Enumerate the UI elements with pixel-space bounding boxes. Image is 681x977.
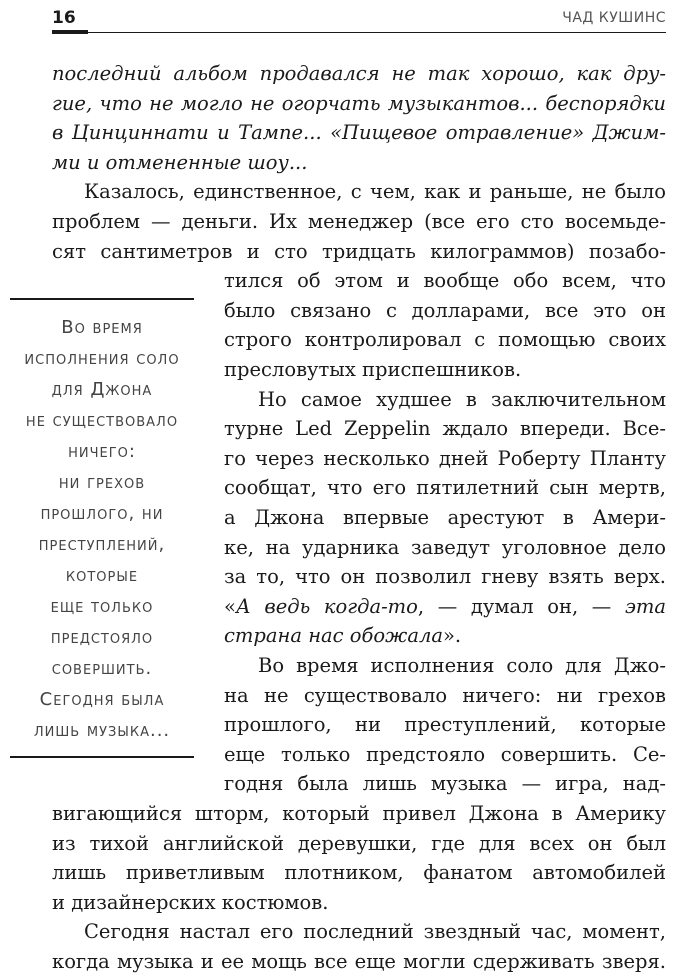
text-segment: тился об этом и вообще обо всем, что bbox=[224, 269, 666, 293]
text-line bbox=[52, 798, 666, 829]
text-line bbox=[52, 88, 666, 119]
text-segment: турне Led Zeppelin ждало впереди. Все- bbox=[224, 417, 666, 441]
text-segment: Но самое худшее в заключительном bbox=[258, 387, 666, 411]
text-line bbox=[258, 384, 666, 415]
text-line bbox=[52, 828, 666, 859]
text-line bbox=[224, 532, 666, 563]
text-line bbox=[224, 324, 666, 355]
text-segment: Казалось, единственное, с чем, как и раньше, не было bbox=[84, 180, 666, 204]
text-line bbox=[52, 206, 666, 237]
italic-segment: ми и отмененные шоу... bbox=[52, 150, 308, 174]
pull-quote-line: еще только bbox=[50, 596, 154, 617]
text-line bbox=[224, 295, 666, 326]
italic-segment: последний альбом продавался не так хорошо, как дру- bbox=[52, 62, 666, 85]
text-segment: Во время исполнения соло для Джо- bbox=[258, 654, 666, 677]
text-segment: годня была лишь музыка — игра, над- bbox=[224, 772, 666, 796]
text-line bbox=[258, 650, 666, 681]
text-line bbox=[224, 354, 666, 385]
text-segment: сят сантиметров и сто тридцать килограммов) позабо- bbox=[52, 239, 666, 263]
italic-segment: страна нас обожала bbox=[224, 624, 443, 648]
text-line bbox=[52, 887, 666, 918]
text-line bbox=[224, 709, 666, 740]
pull-quote-line: Во время bbox=[61, 317, 143, 338]
text-segment: прошлого, ни преступлений, которые bbox=[224, 713, 666, 737]
pull-quote-top-rule bbox=[10, 298, 194, 300]
pull-quote-line: предстояло bbox=[50, 627, 154, 648]
pull-quote-line: ничего: bbox=[68, 441, 136, 462]
italic-segment: А ведь когда-то bbox=[235, 594, 418, 618]
pull-quote-line: которые bbox=[65, 565, 139, 586]
text-line bbox=[224, 265, 666, 296]
text-segment: проблем — деньги. Их менеджер (все его сто восемьде- bbox=[52, 210, 666, 233]
text-segment: ке, на ударника заведут уголовное дело bbox=[224, 535, 666, 559]
text-segment: еще только предстояло совершить. Се- bbox=[224, 742, 666, 766]
italic-segment: гие, что не могло не огорчать музыкантов... беспорядки bbox=[52, 91, 666, 115]
text-segment: « bbox=[224, 594, 236, 618]
pull-quote-text bbox=[10, 312, 194, 746]
pull-quote-line: исполнения соло bbox=[24, 348, 180, 369]
pull-quote bbox=[10, 298, 194, 760]
italic-segment: эта bbox=[624, 594, 666, 618]
text-segment: Сегодня настал его последний звездный час, момент, bbox=[84, 920, 666, 944]
text-line bbox=[52, 117, 666, 148]
text-segment: на не существовало ничего: ни грехов bbox=[224, 683, 666, 707]
text-line bbox=[224, 739, 666, 770]
text-segment: из тихой английской деревушки, где для всех он был bbox=[52, 831, 666, 855]
pull-quote-line: лишь музыка... bbox=[33, 720, 171, 741]
pull-quote-line: прошлого, ни bbox=[40, 503, 164, 524]
pull-quote-line: Сегодня была bbox=[39, 689, 165, 710]
text-line bbox=[224, 443, 666, 474]
text-segment: когда музыка и ее мощь все еще могли сдерживать зверя. bbox=[52, 950, 666, 973]
text-line bbox=[84, 176, 666, 207]
text-segment: ». bbox=[443, 624, 462, 648]
pull-quote-bottom-rule bbox=[10, 756, 194, 758]
page-header bbox=[52, 4, 666, 34]
text-segment: , — думал он, — bbox=[417, 594, 625, 618]
text-line bbox=[52, 58, 666, 89]
text-segment: и дизайнерских костюмов. bbox=[52, 890, 329, 914]
pull-quote-line: для Джона bbox=[51, 379, 153, 400]
text-line bbox=[52, 147, 666, 178]
italic-segment: в Цинциннати и Тампе... «Пищевое отравление» Джим- bbox=[52, 121, 666, 145]
text-segment: сообщат, что его пятилетний сын мертв, bbox=[224, 476, 666, 500]
pull-quote-line: не существовало bbox=[25, 410, 179, 431]
text-line bbox=[84, 916, 666, 947]
text-line bbox=[224, 561, 666, 592]
text-line bbox=[52, 946, 666, 977]
text-segment: лишь приветливым плотником, фанатом автомобилей bbox=[52, 861, 666, 885]
page-number: 16 bbox=[52, 8, 76, 28]
pull-quote-line: ни грехов bbox=[58, 472, 146, 493]
text-segment: вигающийся шторм, который привел Джона в Америку bbox=[52, 802, 666, 825]
text-line bbox=[224, 620, 666, 651]
text-line bbox=[224, 768, 666, 799]
text-line bbox=[52, 236, 666, 267]
text-segment: было связано с долларами, все это он bbox=[224, 298, 666, 322]
header-rule bbox=[52, 32, 666, 33]
text-segment: пресловутых приспешников. bbox=[224, 358, 522, 381]
pull-quote-line: совершить. bbox=[51, 658, 153, 679]
running-head: ЧАД КУШИНС bbox=[562, 10, 666, 26]
text-line bbox=[224, 591, 666, 622]
text-segment: а Джона впервые арестуют в Амери- bbox=[224, 506, 666, 529]
text-segment: строго контролировал с помощью своих bbox=[224, 328, 666, 352]
text-line bbox=[224, 502, 666, 533]
text-line bbox=[52, 857, 666, 888]
text-line bbox=[224, 680, 666, 711]
text-segment: за то, что он позволил гневу взять верх. bbox=[224, 565, 666, 589]
text-line bbox=[224, 472, 666, 503]
text-segment: го через несколько дней Роберту Планту bbox=[224, 446, 666, 470]
text-line bbox=[224, 413, 666, 444]
pull-quote-line: преступлений, bbox=[38, 534, 166, 555]
